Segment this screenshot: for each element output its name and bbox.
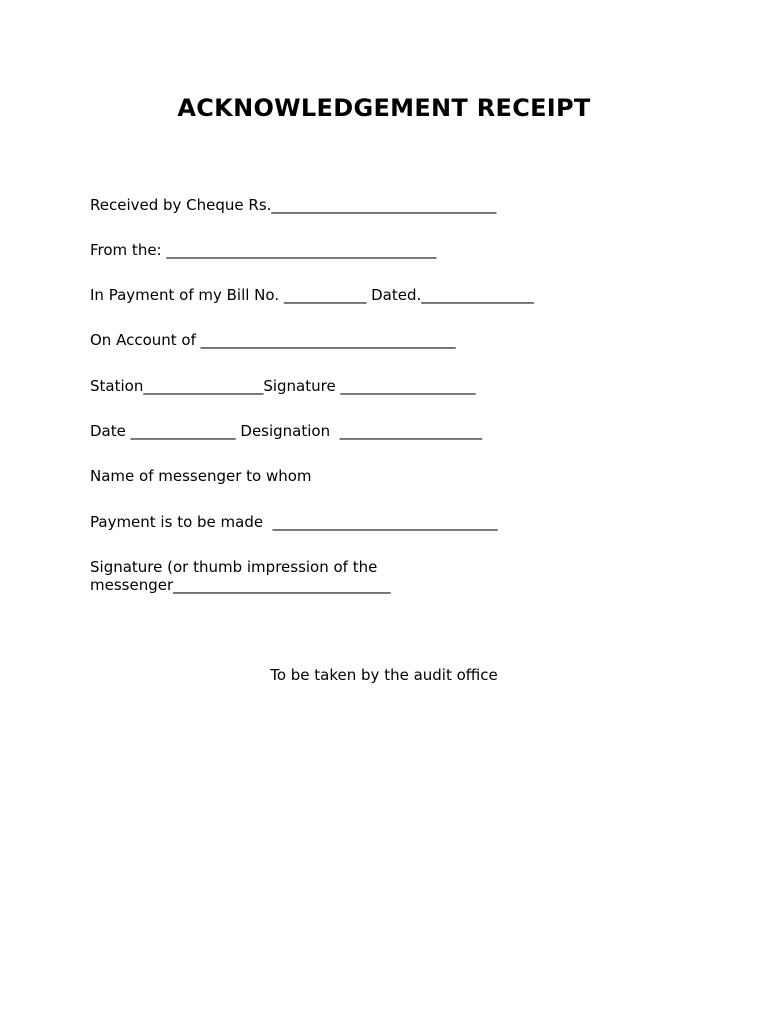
payment-made-line: Payment is to be made ______________________________ [90,513,498,531]
audit-office-note: To be taken by the audit office [270,666,498,684]
messenger-name-line: Name of messenger to whom [90,467,312,485]
on-account-line: On Account of __________________________________ [90,331,456,349]
messenger-signature-line-2: messenger_____________________________ [90,576,391,594]
page-title: ACKNOWLEDGEMENT RECEIPT [177,94,591,122]
station-signature-line: Station________________Signature __________________ [90,377,476,395]
date-designation-line: Date ______________ Designation ___________________ [90,422,483,440]
messenger-signature-line-1: Signature (or thumb impression of the [90,558,378,576]
received-by-cheque-line: Received by Cheque Rs.______________________________ [90,196,497,214]
bill-payment-line: In Payment of my Bill No. ___________ Dated._______________ [90,286,534,304]
from-line: From the: ____________________________________ [90,241,437,259]
